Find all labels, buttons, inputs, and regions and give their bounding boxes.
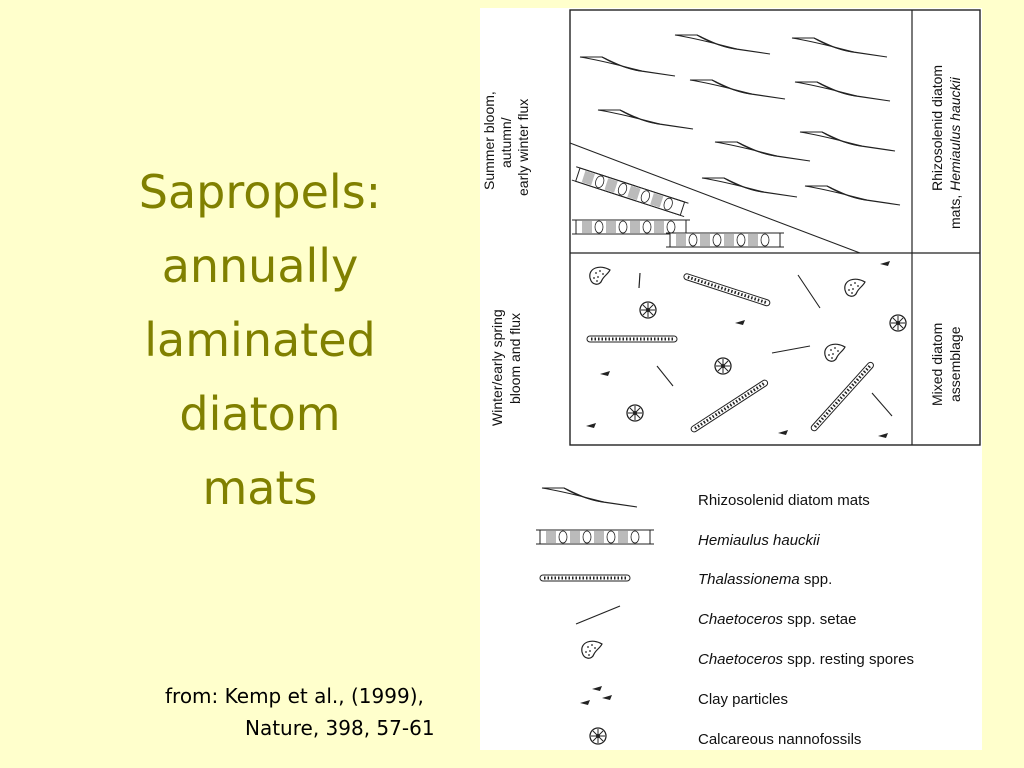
legend-label-2: Hemiaulus hauckii: [698, 532, 820, 549]
seta-icon: [576, 606, 620, 624]
label-bloom-flux: bloom and flux: [507, 312, 523, 404]
thalassionema-icon: [540, 575, 630, 581]
legend-label-6: Clay particles: [698, 691, 789, 708]
label-rhizosolenid-mats: Rhizosolenid diatom: [929, 64, 945, 191]
label-assemblage: assemblage: [947, 326, 963, 402]
legend: [536, 488, 914, 748]
legend-label-5: Chaetoceros spp. resting spores: [698, 651, 914, 668]
upper-layer-mats: [572, 35, 900, 247]
figure-svg: [480, 8, 982, 750]
lamina-figure: [480, 8, 982, 750]
rhizosolenid-mat-icon: [542, 488, 637, 507]
resting-spore-icon: [582, 641, 602, 658]
legend-label-4: Chaetoceros spp. setae: [698, 611, 857, 628]
title-line-4: diatom: [179, 387, 341, 441]
legend-label-3: Thalassionema spp.: [698, 571, 833, 588]
label-hemiaulus: mats, Hemiaulus hauckii: [947, 77, 963, 229]
citation-line-1: from: Kemp et al., (1999),: [165, 684, 424, 708]
label-early-winter: early winter flux: [515, 98, 531, 196]
legend-label-1: Rhizosolenid diatom mats: [698, 492, 870, 509]
hemiaulus-chain-icon: [536, 530, 654, 544]
label-autumn: autumn/: [498, 117, 514, 168]
title-line-3: laminated: [144, 313, 376, 367]
lower-layer-assemblage: [586, 261, 906, 438]
citation-line-2: Nature, 398, 57-61: [245, 716, 435, 740]
label-mixed-diatom: Mixed diatom: [929, 322, 945, 406]
nannofossil-icon: [590, 728, 606, 744]
slide-title: [90, 155, 430, 525]
label-winter-spring: Winter/early spring: [489, 309, 505, 426]
label-summer-bloom: Summer bloom,: [481, 91, 497, 190]
title-line-5: mats: [202, 461, 318, 515]
title-line-2: annually: [161, 239, 359, 293]
citation: [165, 680, 435, 744]
title-line-1: Sapropels:: [138, 165, 382, 219]
clay-particles-icon: [580, 686, 612, 705]
legend-label-7: Calcareous nannofossils: [698, 731, 862, 748]
